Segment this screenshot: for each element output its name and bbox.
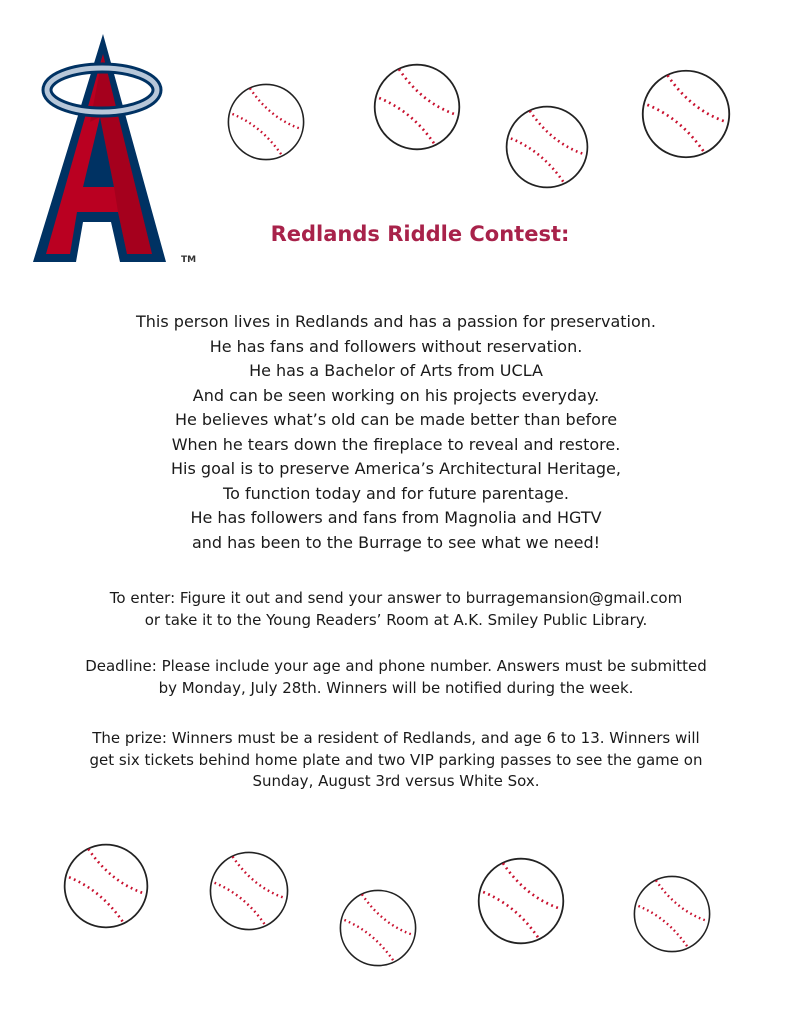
riddle-line: To function today and for future parentage.	[223, 483, 569, 503]
entry-line: To enter: Figure it out and send your answer to burragemansion@gmail.com	[109, 589, 683, 607]
baseball-icon	[62, 842, 150, 930]
prize-line: The prize: Winners must be a resident of Redlands, and age 6 to 13. Winners will	[92, 729, 700, 747]
baseball-icon	[372, 62, 462, 152]
baseball-icon	[476, 856, 566, 946]
entry-instructions	[40, 588, 752, 631]
riddle-line: He has followers and fans from Magnolia and HGTV	[190, 508, 602, 527]
prize-line: Sunday, August 3rd versus White Sox.	[252, 772, 540, 790]
baseball-icon	[226, 82, 306, 162]
deadline-line: by Monday, July 28th. Winners will be notified during the week.	[158, 678, 634, 697]
riddle-line: When he tears down the fireplace to reveal and restore.	[171, 434, 621, 454]
riddle-line: His goal is to preserve America’s Architectural Heritage,	[171, 459, 621, 478]
trademark: TM	[181, 255, 197, 265]
baseball-icon	[208, 850, 290, 932]
baseball-icon	[632, 874, 712, 954]
riddle-line: and has been to the Burrage to see what we need!	[191, 532, 601, 552]
baseball-icon	[504, 104, 590, 190]
angels-logo	[30, 32, 205, 267]
prize-line: get six tickets behind home plate and two VIP parking passes to see the game on	[89, 750, 703, 769]
deadline-section	[40, 656, 752, 699]
riddle-text	[60, 310, 732, 555]
baseball-icon	[338, 888, 418, 968]
riddle-line: He has fans and followers without reservation.	[209, 336, 583, 356]
deadline-line: Deadline: Please include your age and phone number. Answers must be submitted	[85, 657, 707, 675]
riddle-line: He has a Bachelor of Arts from UCLA	[249, 361, 543, 380]
baseball-icon	[640, 68, 732, 160]
riddle-line: He believes what’s old can be made better than before	[174, 410, 618, 429]
contest-title: Redlands Riddle Contest:	[270, 222, 570, 246]
riddle-line: And can be seen working on his projects everyday.	[192, 385, 600, 405]
entry-line: or take it to the Young Readers’ Room at A.K. Smiley Public Library.	[144, 610, 648, 629]
prize-section	[40, 728, 752, 793]
riddle-line: This person lives in Redlands and has a passion for preservation.	[136, 312, 656, 331]
